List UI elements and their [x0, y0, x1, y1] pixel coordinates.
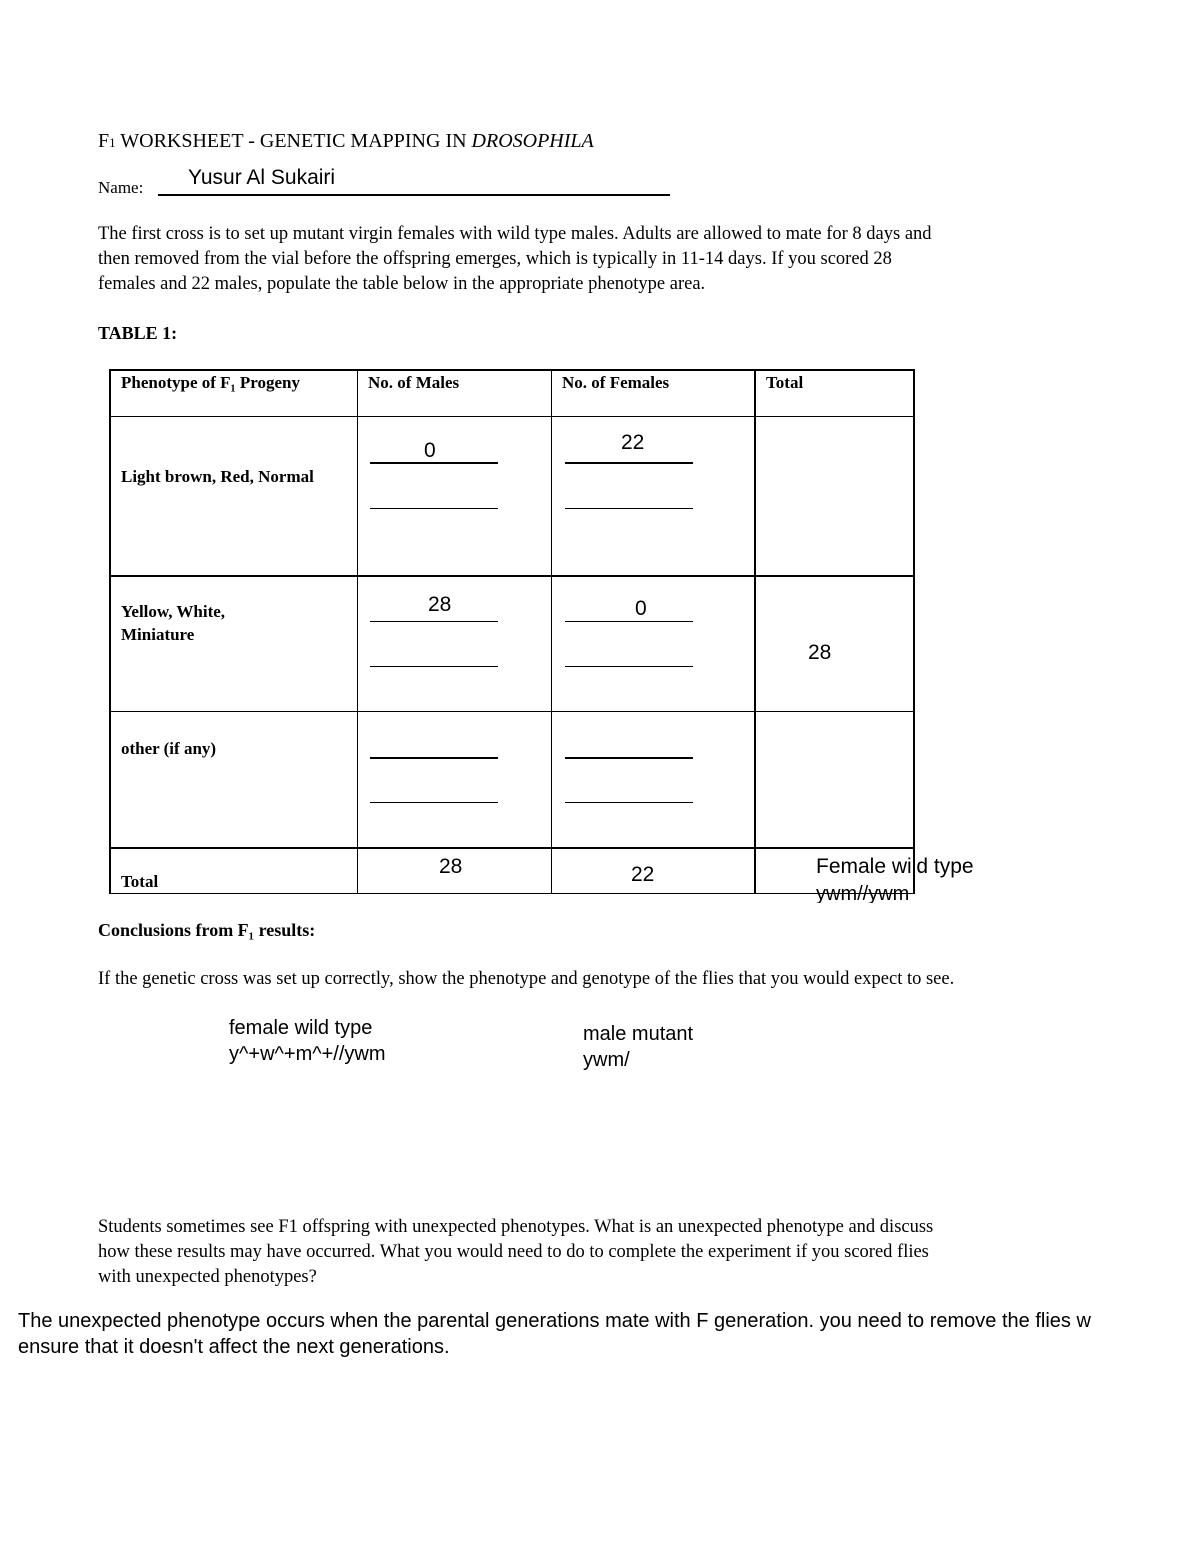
females-blank-upper — [565, 757, 693, 759]
worksheet-title — [98, 130, 594, 153]
name-underline — [158, 194, 670, 196]
row-label-line: Yellow, White, — [121, 602, 226, 621]
question-line: how these results may have occurred. What you would need to do to complete the experiment if you scored flies — [98, 1242, 929, 1262]
females-blank-upper — [565, 621, 693, 622]
cell-males-row1[interactable]: 0 — [424, 439, 436, 462]
title-subscript: 1 — [109, 135, 116, 150]
intro-line: then removed from the vial before the offspring emerges, which is typically in 11-14 days. If you scored 28 — [98, 249, 892, 269]
header-phenotype: Phenotype of F₁ Progeny — [121, 373, 301, 392]
table-rule — [109, 847, 915, 849]
answer-line: ensure that it doesn't affect the next generations. — [18, 1336, 450, 1358]
table-border-left — [109, 369, 111, 894]
table-border-right — [913, 369, 915, 894]
answer-left[interactable] — [229, 1015, 386, 1067]
unexpected-question — [98, 1215, 933, 1290]
males-blank-upper — [370, 621, 498, 622]
table-col-rule — [551, 369, 552, 894]
answer-left-line: female wild type — [229, 1017, 373, 1039]
table-col-rule — [357, 369, 358, 894]
males-blank-upper — [370, 757, 498, 759]
table-rule — [109, 575, 915, 577]
cell-males-row2[interactable]: 28 — [428, 593, 452, 616]
males-blank-lower — [370, 802, 498, 803]
header-females: No. of Females — [562, 373, 670, 392]
cell-total-males[interactable]: 28 — [439, 855, 463, 878]
name-label: Name: — [98, 178, 144, 197]
row-label-light-brown: Light brown, Red, Normal — [121, 467, 314, 486]
cell-total-row2[interactable]: 28 — [808, 641, 832, 664]
total-note-line1[interactable]: Female wild type — [816, 855, 974, 878]
cell-total-females[interactable]: 22 — [631, 863, 655, 886]
row-label-other: other (if any) — [121, 739, 217, 758]
females-blank-lower — [565, 802, 693, 803]
header-total: Total — [766, 373, 804, 392]
table-rule — [109, 711, 915, 712]
title-main: WORKSHEET - GENETIC MAPPING IN — [115, 130, 472, 152]
unexpected-answer[interactable] — [18, 1308, 1200, 1360]
females-blank-upper — [565, 462, 693, 464]
table-rule — [109, 416, 915, 417]
question-line: with unexpected phenotypes? — [98, 1267, 317, 1287]
table-border-bottom — [109, 893, 915, 894]
conclusions-heading: Conclusions from F₁ results: — [98, 920, 316, 940]
answer-right-line: ywm/ — [583, 1049, 630, 1071]
cell-females-row2[interactable]: 0 — [635, 597, 647, 620]
row-label-total: Total — [121, 872, 159, 891]
row-label-line: Miniature — [121, 625, 195, 644]
cell-females-row1[interactable]: 22 — [621, 431, 645, 454]
table-label: TABLE 1: — [98, 323, 178, 343]
title-prefix: F — [98, 130, 110, 152]
answer-right[interactable] — [583, 1021, 693, 1073]
conclusions-question: If the genetic cross was set up correctly, show the phenotype and genotype of the flies that you would expect to see. — [98, 969, 955, 989]
header-males: No. of Males — [368, 373, 460, 392]
females-blank-lower — [565, 666, 693, 667]
answer-left-line: y^+w^+m^+//ywm — [229, 1043, 386, 1065]
name-field[interactable]: Yusur Al Sukairi — [188, 166, 336, 189]
title-italic: DROSOPHILA — [471, 130, 594, 152]
females-blank-lower — [565, 508, 693, 509]
answer-line: The unexpected phenotype occurs when the parental generations mate with F generation. you need to remove the flies w — [18, 1310, 1091, 1332]
intro-line: The first cross is to set up mutant virgin females with wild type males. Adults are allowed to mate for 8 days and — [98, 224, 932, 244]
table-col-rule — [754, 369, 756, 894]
table-border-top — [109, 369, 915, 371]
total-note-line2[interactable]: ywm//ywm — [816, 883, 910, 903]
males-blank-upper — [370, 462, 498, 464]
males-blank-lower — [370, 666, 498, 667]
males-blank-lower — [370, 508, 498, 509]
intro-paragraph — [98, 222, 932, 297]
row-label-yellow-white — [121, 600, 225, 646]
intro-line: females and 22 males, populate the table below in the appropriate phenotype area. — [98, 274, 706, 294]
question-line: Students sometimes see F1 offspring with unexpected phenotypes. What is an unexpected phenotype and discuss — [98, 1217, 934, 1237]
answer-right-line: male mutant — [583, 1023, 694, 1045]
